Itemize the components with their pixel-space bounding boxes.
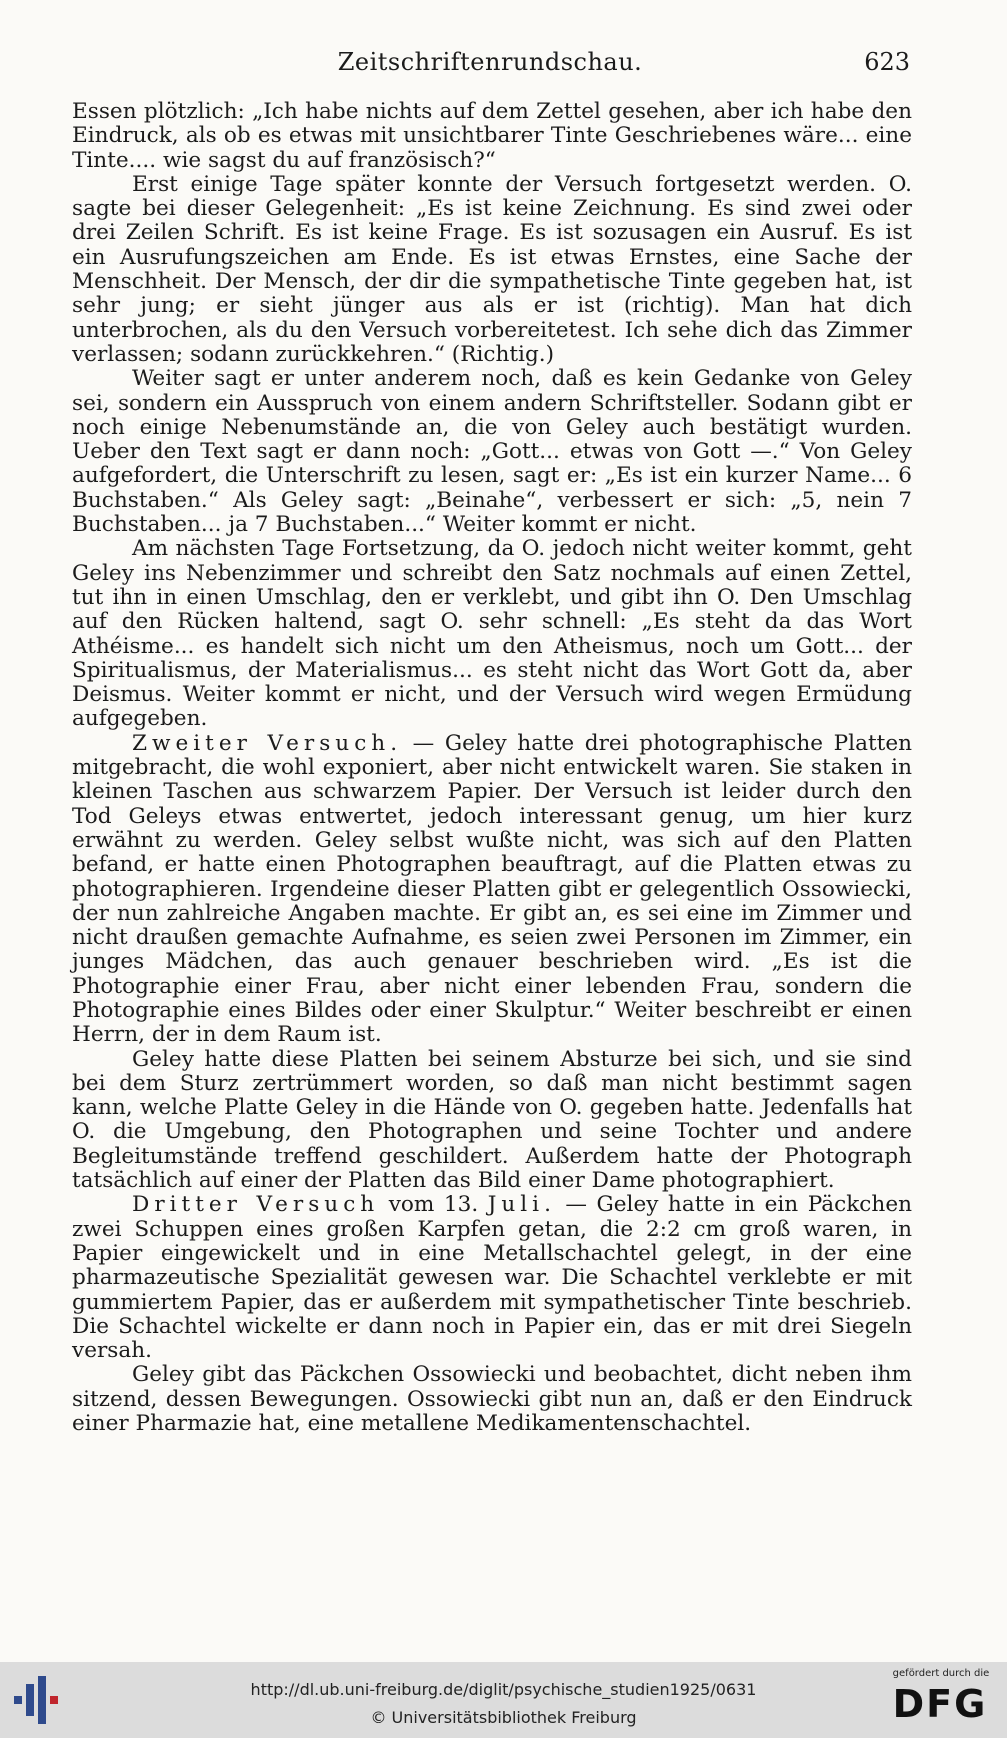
page-number: 623 xyxy=(864,48,910,76)
copyright-notice: © Universitätsbibliothek Freiburg xyxy=(370,1708,637,1727)
paragraph: Essen plötzlich: „Ich habe nichts auf dem Zettel gesehen, aber ich habe den Eindruck, als ob es etwas mit unsichtbarer Tinte Geschriebenes wäre... eine Tinte.... wie sagst du auf französisch?“ xyxy=(72,99,912,173)
running-head xyxy=(70,48,910,88)
section-heading: Zweiter Versuch. xyxy=(132,730,403,756)
permalink-link[interactable]: http://dl.ub.uni-freiburg.de/diglit/psychische_studien1925/0631 xyxy=(250,1680,757,1699)
paragraph: Am nächsten Tage Fortsetzung, da O. jedoch nicht weiter kommt, geht Geley ins Nebenzimmer und schreibt den Satz nochmals auf einen Zettel, tut ihn in einen Umschlag, den er verklebt, und gibt ihn O. Den Umschlag auf den Rücken haltend, sagt O. sehr schnell: „Es steht da das Wort Athéisme... es handelt sich nicht um den Atheismus, noch um Gott... der Spiritualismus, der Materialismus... es steht nicht das Wort Gott da, aber Deismus. Weiter kommt er nicht, und der Versuch wird wegen Ermüdung aufgegeben. xyxy=(72,536,912,732)
dfg-logo xyxy=(885,1668,997,1734)
section-paragraph xyxy=(72,1193,912,1363)
paragraph: Geley gibt das Päckchen Ossowiecki und beobachtet, dicht neben ihm sitzend, dessen Bewegungen. Ossowiecki gibt nun an, daß er den Eindruck einer Pharmazie hat, eine metallene Medikamentenschachtel. xyxy=(72,1362,912,1437)
paragraph: Weiter sagt er unter anderem noch, daß es kein Gedanke von Geley sei, sondern ein Ausspruch von einem andern Schriftsteller. Sodann gibt er noch einige Nebenumstände an, die von Geley auch bestätigt wurden. Ueber den Text sagt er dann noch: „Gott... etwas von Gott —.“ Von Geley aufgefordert, die Unterschrift zu lesen, sagt er: „Es ist ein kurzer Name... 6 Buchstaben.“ Als Geley sagt: „Beinahe“, verbessert er sich: „5, nein 7 Buchstaben... ja 7 Buchstaben...“ Weiter kommt er nicht. xyxy=(72,366,912,538)
body-text xyxy=(72,100,912,1436)
section-heading-month: Juli. xyxy=(487,1192,556,1218)
section-text: — Geley hatte in ein Päckchen zwei Schuppen eines großen Karpfen getan, die 2:2 cm groß waren, in Papier eingewickelt und in eine Metallschachtel gelegt, in der eine pharmazeutische Spezialität gewesen war. Die Schachtel verklebte er mit gummiertem Papier, das er außerdem mit sympathetischer Tinte beschrieb. Die Schachtel wickelte er dann noch in Papier ein, das er mit drei Siegeln versah. xyxy=(72,1192,912,1364)
section-date: vom 13. xyxy=(379,1192,488,1218)
section-paragraph xyxy=(72,732,912,1048)
funding-note: gefördert durch die xyxy=(892,1668,990,1679)
running-title: Zeitschriftenrundschau. xyxy=(337,48,643,76)
section-heading: Dritter Versuch xyxy=(132,1192,380,1218)
section-text: — Geley hatte drei photographische Platten mitgebracht, die wohl exponiert, aber nicht entwickelt waren. Sie staken in kleinen Taschen aus schwarzem Papier. Der Versuch ist leider durch den Tod Geleys etwas entwertet, jedoch interessant genug, um hier kurz erwähnt zu werden. Geley selbst wußte nicht, was sich auf den Platten befand, er hatte einen Photographen beauftragt, auf die Platten etwas zu photographieren. Irgendeine dieser Platten gibt er gelegentlich Ossowiecki, der nun zahlreiche Angaben machte. Er gibt an, es sei eine im Zimmer und nicht draußen gemachte Aufnahme, es seien zwei Personen im Zimmer, ein junges Mädchen, das auch genauer beschrieben wird. „Es ist die Photographie einer Frau, aber nicht einer lebenden Frau, sondern die Photographie eines Bildes oder einer Skulptur.“ Weiter beschreibt er einen Herrn, der in dem Raum ist. xyxy=(72,730,913,1048)
viewer-footer xyxy=(0,1662,1007,1738)
dfg-wordmark: DFG xyxy=(892,1682,988,1726)
paragraph: Geley hatte diese Platten bei seinem Absturze bei sich, und sie sind bei dem Sturz zertrümmert worden, so daß man nicht bestimmt sagen kann, welche Platte Geley in die Hände von O. gegeben hatte. Jedenfalls hat O. die Umgebung, den Photographen und seine Tochter und andere Begleitumstände treffend geschildert. Außerdem hatte der Photograph tatsächlich auf einer der Platten das Bild einer Dame photographiert. xyxy=(72,1046,912,1194)
paragraph: Erst einige Tage später konnte der Versuch fortgesetzt werden. O. sagte bei dieser Gelegenheit: „Es ist keine Zeichnung. Es sind zwei oder drei Zeilen Schrift. Es ist keine Frage. Es ist sozusagen ein Ausruf. Es ist ein Ausrufungszeichen am Ende. Es ist etwas Ernstes, eine Sache der Menschheit. Der Mensch, der dir die sympathetische Tinte gegeben hat, ist sehr jung; er sieht jünger aus als er ist (richtig). Man hat dich unterbrochen, als du den Versuch vorbereitetest. Ich sehe dich das Zimmer verlassen; sodann zurückkehren.“ (Richtig.) xyxy=(72,171,912,367)
